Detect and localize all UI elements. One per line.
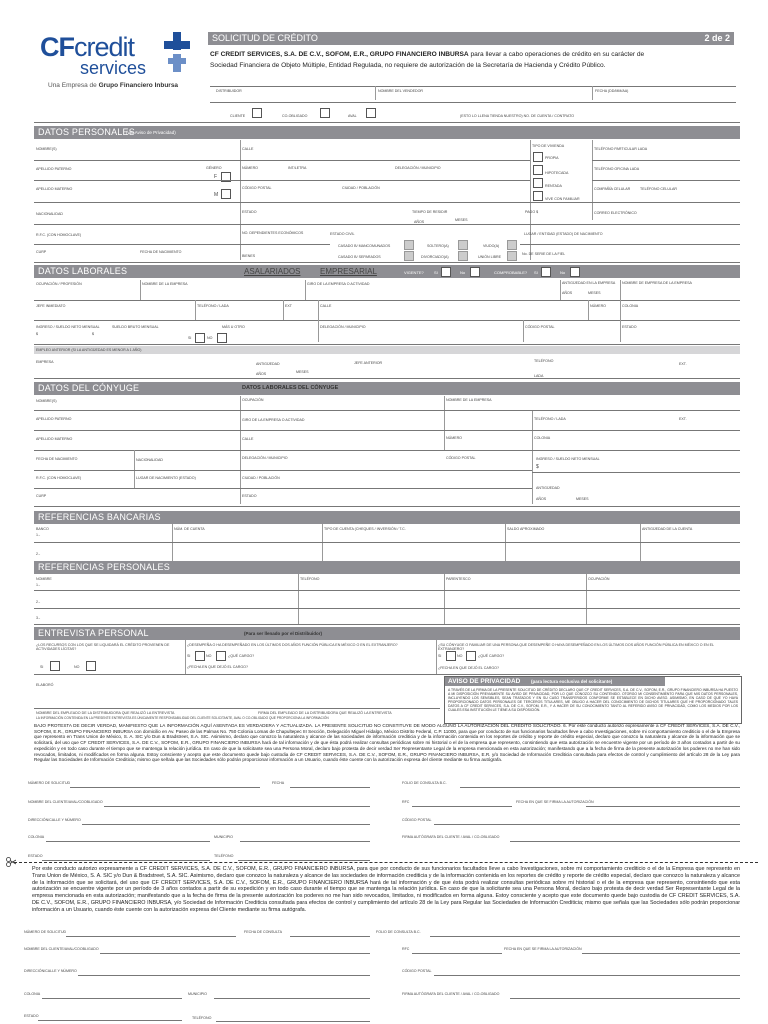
viudo-checkbox[interactable] bbox=[507, 240, 517, 250]
q2-si-checkbox[interactable] bbox=[195, 651, 205, 661]
curp-label: CURP bbox=[36, 250, 47, 254]
cy-colonia-label: COLONIA bbox=[534, 436, 551, 440]
familiar-label: VIVE CON FAMILIAR bbox=[545, 197, 580, 201]
logo-credit: credit bbox=[74, 32, 135, 62]
materno-label: APELLIDO MATERNO bbox=[36, 187, 73, 191]
empresarial-tab[interactable]: EMPRESARIAL bbox=[320, 267, 377, 276]
fecha-nac-label: FECHA DE NACIMIENTO bbox=[140, 250, 182, 254]
vigente-si-label: SI bbox=[434, 270, 438, 275]
cy-ingreso-label: INGRESO / SUELDO NETO MENSUAL bbox=[536, 457, 600, 461]
cy-delegacion-label: DELEGACIÓN / MUNICIPIO bbox=[242, 456, 288, 460]
jefe-label: JEFE INMEDIATO bbox=[36, 304, 66, 308]
datos-personales-note: (ver Aviso de Privacidad) bbox=[126, 130, 176, 135]
cy-nacionalidad-label: NACIONALIDAD bbox=[136, 458, 163, 462]
tipo-vivienda-label: TIPO DE VIVIENDA bbox=[532, 144, 565, 148]
q2-fecha: ¿FECHA EN QUE DEJÓ EL CARGO? bbox=[187, 665, 248, 669]
s1-direccion: DIRECCIÓN/CALLE Y NÚMERO bbox=[28, 818, 81, 822]
viudo-label: VIUDO(A) bbox=[483, 244, 500, 248]
rfc-label: R.F.C. (CON HOMOCLAVE) bbox=[36, 233, 82, 237]
q3-si: SI bbox=[438, 654, 442, 658]
aviso-header bbox=[445, 677, 665, 686]
aviso-title: AVISO DE PRIVACIDAD bbox=[448, 678, 521, 685]
correo-label: CORREO ELECTRÓNICO bbox=[594, 211, 637, 215]
mas-no-checkbox[interactable] bbox=[217, 333, 227, 343]
page-number: 2 de 2 bbox=[704, 33, 730, 43]
s1-fecha-firma: FECHA EN QUE SE FIRMA LA AUTORIZACIÓN bbox=[516, 800, 594, 804]
divorciado-label: DIVORCIADO(A) bbox=[421, 255, 449, 259]
cy-nombres-label: NOMBRE(S) bbox=[36, 399, 57, 403]
q1-si: SI bbox=[40, 665, 44, 669]
aviso-text: A TRAVÉS DE LA FIRMA DE LA PRESENTE SOLICITUD DE CRÉDITO DECLARO QUE CF CREDIT SERVICES, S.A. DE C.V., SOFOM, E.R., GRUPO FINANCIERO INBURSA HA PUESTO A MI DISPOSICIÓN PREVIAMENTE SU AVISO DE PRIVACIDAD, POR LO QUE CONOZCO SU CONTENIDO. OTORGO MI CONSENTIMIENTO PARA QUE MIS DATOS PERSONALES, INCLUYENDO LOS SENSIBLES, SEAN TRATADOS Y EN SU CASO TRANSFERIDOS CONFORME SE ESTABLECE EN DICHO AVISO. ASIMISMO, EN CASO DE QUE YO HAYA PROPORCIONADO DATOS PERSONALES DE TERCEROS TITULARES, ME OBLIGO A HACER DEL CONOCIMIENTO DE DICHOS TITULARES QUE HE PROPORCIONADO TALES DATOS A CF CREDIT SERVICES, S.A. DE C.V., SOFOM, E.R., Y A HACER DE SU CONOCIMIENTO TANTO AL REFERIDO AVISO DE PRIVACIDAD, COMO LOS MEDIOS POR LOS CUALES ESA INSTITUCIÓN LE TIENE A SU DISPOSICIÓN. bbox=[448, 688, 738, 713]
q1-si-checkbox[interactable] bbox=[50, 661, 60, 671]
comprobable-no-label: No bbox=[560, 270, 566, 275]
cy-meses-label: MESES bbox=[576, 497, 589, 501]
intro-text2: Sociedad Financiera de Objeto Múltiple, Entidad Regulada, no requiere de autorización de la Secretaría de Hacienda y Crédito Público. bbox=[210, 61, 606, 69]
vigente-no-box[interactable] bbox=[470, 267, 480, 277]
casado-separados-checkbox[interactable] bbox=[404, 251, 414, 261]
ref-bancarias-header bbox=[34, 511, 740, 524]
s2-estado: ESTADO bbox=[24, 1014, 39, 1018]
datos-laborales-title: DATOS LABORALES bbox=[38, 266, 128, 276]
tel2-label: TELÉFONO bbox=[534, 359, 554, 363]
s1-telefono: TELÉFONO bbox=[214, 854, 234, 858]
estado-label: ESTADO bbox=[242, 210, 257, 214]
casado-mancomunados-label: CASADO B/ MANCOMUNADOS bbox=[338, 244, 391, 248]
q3-no-checkbox[interactable] bbox=[466, 651, 476, 661]
intro-text1: para llevar a cabo operaciones de crédito en su carácter de bbox=[468, 51, 645, 58]
s1-nombre: NOMBRE DEL CLIENTE/AVAL/COOBLIGADO bbox=[28, 800, 103, 804]
scissors-icon bbox=[6, 857, 16, 867]
datos-personales-title: DATOS PERSONALES bbox=[38, 127, 135, 137]
cy-lugar-nac-label: LUGAR DE NACIMIENTO (ESTADO) bbox=[136, 476, 196, 480]
s2-firma: FIRMA AUTÓGRAFA DEL CLIENTE / AVAL / CO-OBLIGADO bbox=[402, 992, 500, 996]
aviso-note: (para lectura exclusiva del solicitante) bbox=[531, 679, 613, 684]
jefe2-label: JEFE ANTERIOR bbox=[354, 361, 383, 365]
peso-2: $ bbox=[92, 332, 94, 336]
nombres-label: NOMBRE(S) bbox=[36, 147, 57, 151]
conyuge-header bbox=[34, 382, 740, 395]
conyuge-laborales-title: DATOS LABORALES DEL CÓNYUGE bbox=[242, 385, 339, 391]
vigente-no-label: No bbox=[460, 270, 466, 275]
firma-empleado2-label: FIRMA DEL EMPLEADO DE LA DISTRIBUIDORA QUE REALIZÓ LA ENTREVISTA bbox=[258, 711, 392, 715]
conyuge-title: DATOS DEL CÓNYUGE bbox=[38, 383, 140, 393]
hipotecada-label: HIPOTECADA bbox=[545, 171, 569, 175]
s1-municipio: MUNICIPIO bbox=[214, 835, 233, 839]
estado-civil-label: ESTADO CIVIL bbox=[330, 232, 355, 236]
coobligado-checkbox[interactable] bbox=[320, 108, 330, 118]
empleo-anterior-bar bbox=[34, 346, 740, 354]
cy-rfc-label: R.F.C. (CON HOMOCLAVE) bbox=[36, 476, 82, 480]
tipo-cuenta-label: TIPO DE CUENTA (CHEQUES / INVERSIÓN / T.C. bbox=[324, 527, 406, 531]
logo-tagline: Una Empresa de bbox=[48, 82, 99, 89]
banco-row-1: 1.- bbox=[36, 533, 41, 537]
genero-f: F bbox=[214, 174, 218, 180]
vigente-si-box[interactable] bbox=[441, 267, 451, 277]
s2-direccion: DIRECCIÓN/CALLE Y NÚMERO bbox=[24, 969, 77, 973]
union-libre-label: UNIÓN LIBRE bbox=[478, 255, 501, 259]
antig-anos: AÑOS bbox=[562, 291, 573, 295]
lab-delegacion-label: DELEGACIÓN / MUNICIPIO bbox=[320, 325, 366, 329]
logo-tagline-brand: Grupo Financiero Inbursa bbox=[98, 82, 179, 89]
antig2-label: ANTIGÜEDAD bbox=[256, 362, 280, 366]
s2-telefono: TELÉFONO bbox=[192, 1016, 212, 1020]
q2-si: SI bbox=[187, 654, 191, 658]
cut-line bbox=[14, 862, 758, 863]
paterno-label: APELLIDO PATERNO bbox=[36, 167, 72, 171]
cy-materno-label: APELLIDO MATERNO bbox=[36, 437, 73, 441]
dependientes-label: NO. DEPENDIENTES ECONÓMICOS bbox=[242, 231, 304, 235]
num-cuenta-label: NÚM. DE CUENTA bbox=[174, 527, 205, 531]
cy-peso: $ bbox=[536, 464, 539, 470]
s1-colonia: COLONIA bbox=[28, 835, 45, 839]
numero-label: NÚMERO bbox=[242, 166, 258, 170]
tel-particular-label: TELÉFONO PARTICULAR LADA bbox=[594, 147, 648, 151]
mas-si-checkbox[interactable] bbox=[195, 333, 205, 343]
s2-num-solicitud: NÚMERO DE SOLICITUD bbox=[24, 930, 67, 934]
comprobable-label: COMPROBABLE? bbox=[494, 270, 528, 275]
datos-laborales-header bbox=[34, 265, 740, 278]
ext2-label: EXT. bbox=[679, 362, 687, 366]
coobligado-label: CO-OBLIGADO bbox=[282, 114, 308, 118]
ref-row-3: 3.- bbox=[36, 616, 41, 620]
antig2-meses: MESES bbox=[296, 370, 309, 374]
firma-empleado-label: NOMBRE DEL EMPLEADO DE LA DISTRIBUIDORA QUE REALIZÓ LA ENTREVISTA bbox=[36, 711, 175, 715]
divorciado-checkbox[interactable] bbox=[458, 251, 468, 261]
nacionalidad-label: NACIONALIDAD bbox=[36, 212, 63, 216]
cy-fecha-nac-label: FECHA DE NACIMIENTO bbox=[36, 457, 78, 461]
s2-fecha: FECHA DE CONSULTA bbox=[244, 930, 283, 934]
s2-cp: CÓDIGO POSTAL bbox=[402, 969, 432, 973]
intro-company: CF CREDIT SERVICES, S.A. DE C.V., SOFOM, E.R., GRUPO FINANCIERO INBURSA bbox=[210, 51, 469, 58]
antig-cuenta-label: ANTIGÜEDAD DE LA CUENTA bbox=[642, 527, 693, 531]
q3-si-checkbox[interactable] bbox=[446, 651, 456, 661]
q2-cargo: ¿QUÉ CARGO? bbox=[228, 654, 255, 658]
ext-label: EXT bbox=[285, 304, 292, 308]
empleo-anterior-label: EMPLEO ANTERIOR (SI LA ANTIGÜEDAD ES MENOR A 1 AÑO) bbox=[36, 348, 142, 352]
q1-no: NO bbox=[74, 665, 80, 669]
q1-label: ¿LOS RECURSOS CON LOS QUE SE LIQUIDARÁ EL CRÉDITO PROVIENEN DE ACTIVIDADES LÍCITAS? bbox=[36, 643, 170, 652]
peso-1: $ bbox=[36, 332, 38, 336]
q3-label: ¿SU CÓNYUGE O FAMILIAR DE UNA PERSONA QUE DESEMPEÑE O HAYA DESEMPEÑADO EN LOS ÚLTIMOS DOS AÑOS FUNCIÓN PÚBLICA EN MÉXICO O EN EL EXTRANJERO? bbox=[438, 643, 714, 652]
comprobable-no-box[interactable] bbox=[570, 267, 580, 277]
tel-lada-label: TELÉFONO / LADA bbox=[197, 304, 229, 308]
casado-separados-label: CASADO B/ SEPARADOS bbox=[338, 255, 381, 259]
cliente-label: CLIENTE bbox=[230, 114, 246, 118]
cy-tel-label: TELÉFONO / LADA bbox=[534, 417, 566, 421]
dom-empresa-label: NOMBRE DE EMPRESA DE LA EMPRESA bbox=[622, 281, 692, 285]
cy-ocupacion-label: OCUPACIÓN bbox=[242, 398, 264, 402]
ingreso-neto-label: INGRESO / SUELDO NETO MENSUAL bbox=[36, 325, 100, 329]
vigente-label: VIGENTE? bbox=[404, 270, 424, 275]
comprobable-si-label: SI bbox=[534, 270, 538, 275]
genero-m: M bbox=[214, 192, 219, 198]
ref-bancarias-title: REFERENCIAS BANCARIAS bbox=[38, 512, 161, 522]
ref-row-1: 1.- bbox=[36, 583, 41, 587]
cy-antig-label: ANTIGÜEDAD bbox=[536, 486, 560, 490]
cp-label: CÓDIGO POSTAL bbox=[242, 186, 272, 190]
ref-ocupacion-label: OCUPACIÓN bbox=[588, 577, 610, 581]
pago-label: PAGO $ bbox=[525, 210, 539, 214]
q2-no: NO bbox=[206, 654, 212, 658]
delegacion-label: DELEGACIÓN / MUNICIPIO bbox=[395, 166, 441, 170]
lab-cp-label: CÓDIGO POSTAL bbox=[525, 325, 555, 329]
antiguedad-label: ANTIGÜEDAD EN LA EMPRESA bbox=[562, 281, 616, 285]
cy-ciudad-label: CIUDAD / POBLACIÓN bbox=[242, 476, 280, 480]
int-label: INT/LETRA bbox=[288, 166, 307, 170]
ref-row-2: 2.- bbox=[36, 600, 41, 604]
cy-numero-label: NÚMERO bbox=[446, 436, 462, 440]
s1-rfc: RFC bbox=[402, 800, 410, 804]
genero-m-checkbox[interactable] bbox=[221, 189, 231, 199]
title-bar bbox=[208, 32, 734, 45]
form-title: SOLICITUD DE CRÉDITO bbox=[212, 33, 318, 43]
casado-mancomunados-checkbox[interactable] bbox=[404, 240, 414, 250]
q3-no: NO bbox=[457, 654, 463, 658]
s2-rfc: RFC bbox=[402, 947, 410, 951]
mas-no: NO bbox=[207, 336, 213, 340]
cliente-checkbox[interactable] bbox=[252, 108, 262, 118]
union-libre-checkbox[interactable] bbox=[507, 251, 517, 261]
datos-personales-header bbox=[34, 126, 740, 139]
cy-cp-label: CÓDIGO POSTAL bbox=[446, 456, 476, 460]
antig-meses: MESES bbox=[588, 291, 601, 295]
cy-estado-label: ESTADO bbox=[242, 494, 257, 498]
mas-si: SI bbox=[188, 336, 192, 340]
calle-label: CALLE bbox=[242, 147, 254, 151]
rentada-checkbox[interactable] bbox=[533, 178, 543, 188]
vendedor-label: NOMBRE DEL VENDEDOR bbox=[378, 89, 423, 93]
banco-label: BANCO bbox=[36, 527, 49, 531]
q1-no-checkbox[interactable] bbox=[86, 661, 96, 671]
familiar-checkbox[interactable] bbox=[533, 191, 543, 201]
ciudad-label: CIUDAD / POBLACIÓN bbox=[342, 186, 380, 190]
propia-label: PROPIA bbox=[545, 156, 559, 160]
bajo-protesta-text: BAJO PROTESTA DE DECIR VERDAD, MANIFIESTO QUE LA INFORMACIÓN AQUÍ ASENTADA ES VERDADERA Y ACTUALIZADA. LA PRESENTE SOLICITUD NO CONSTITUYE DE MODO ALGUNO LA AUTORIZACIÓN DEL CRÉDITO SOLICITADO. 6. Por este conducto autorizo expresamente a CF CREDIT SERVICES, S.A. DE C.V., SOFOM, E.R., GRUPO FINANCIERO INBURSA con domicilio en Av. Paseo de las Palmas No. 750 Colonia Lomas de Chapultepec III Sección, Delegación Miguel Hidalgo, México Distrito Federal, C.P. 11000, para que por conducto de sus funcionarios facultados lleve a cabo Investigaciones, sobre mi comportamiento crediticio o el de la Empresa que represento en Trans Union de México, S. A. SIC y/o Dun & Bradstreet, S.A. SIC. Asimismo, declaro que conozco la naturaleza y alcance de las sociedades de información crediticia y de la información contenida en los reportes de crédito y reporte de crédito especial, declaro que conozco la naturaleza y alcance de la información que se solicitará, del uso que CF CREDIT SERVICES, S.A. DE C.V., SOFOM, E.R., GRUPO FINANCIERO INBURSA hará de tal información y de que ésta podrá realizar consultas periódicas sobre mi historial o el de la empresa que represento, consintiendo que esta autorización se encuentre vigente por un período de 3 años contados a partir de su expedición y en todo caso durante el tiempo que se mantenga la relación jurídica. En caso de que la solicitante sea una Persona Moral, declaro bajo protesta de decir verdad Ser Representante Legal de la empresa mencionada en esta autorización; manifestando que a la fecha de firma de la presente autorización los poderes no me han sido revocados, limitados, ni modificados en forma alguna. Estoy consciente y acepto que este documento quede bajo custodia de CF CREDIT SERVICES, S.A. DE C.V., SOFOM, E.R., GRUPO FINANCIERO INBURSA, E.R. y/o Sociedad de Información Crediticia consultada para efectos de control y cumplimiento del artículo 28 de la Ley para Regular las Sociedades de Información Crediticia; mismo que señala que las Sociedades sólo podrán proporcionar información a un Usuario, cuando éste cuente con la autorización expresa del cliente mediante su firma autógrafa. bbox=[34, 723, 740, 763]
tiempo-anos: AÑOS bbox=[414, 220, 425, 224]
lada2-label: LADA bbox=[534, 374, 544, 378]
ref-nombre-label: NOMBRE bbox=[36, 577, 52, 581]
q3-fecha: ¿FECHA EN QUE DEJÓ EL CARGO? bbox=[438, 666, 499, 670]
bienes-label: BIENES bbox=[242, 254, 256, 258]
lab-estado-label: ESTADO bbox=[622, 325, 637, 329]
lab-calle-label: CALLE bbox=[320, 304, 332, 308]
fiel-label: No. DE SERIE DE LA FIEL bbox=[522, 252, 566, 256]
s1-cp: CÓDIGO POSTAL bbox=[402, 818, 432, 822]
cy-calle-label: CALLE bbox=[242, 437, 254, 441]
s2-colonia: COLONIA bbox=[24, 992, 41, 996]
ref-telefono-label: TELÉFONO bbox=[300, 577, 320, 581]
s1-folio: FOLIO DE CONSULTA B.C. bbox=[402, 781, 447, 785]
hipotecada-checkbox[interactable] bbox=[533, 165, 543, 175]
sueldo-bruto-label: SUELDO BRUTO MENSUAL bbox=[112, 325, 159, 329]
tiempo-meses: MESES bbox=[455, 218, 468, 222]
s1-firma: FIRMA AUTÓGRAFA DEL CLIENTE / AVAL / CO-OBLIGADO bbox=[402, 835, 500, 839]
antig2-anos: AÑOS bbox=[256, 372, 267, 376]
empresa-label: NOMBRE DE LA EMPRESA bbox=[142, 282, 188, 286]
lab-colonia-label: COLONIA bbox=[622, 304, 639, 308]
ref-personales-header bbox=[34, 561, 740, 574]
elaboro-label: ELABORÓ bbox=[36, 683, 54, 687]
s2-municipio: MUNICIPIO bbox=[188, 992, 207, 996]
distribuidor-label: DISTRIBUIDOR bbox=[216, 89, 242, 93]
aviso-privacidad-box bbox=[444, 676, 742, 724]
ref-personales-title: REFERENCIAS PERSONALES bbox=[38, 562, 170, 572]
comprobable-si-box[interactable] bbox=[541, 267, 551, 277]
q3-cargo: ¿QUÉ CARGO? bbox=[478, 654, 505, 658]
giro-label: GIRO DE LA EMPRESA O ACTIVIDAD bbox=[307, 282, 370, 286]
s2-folio: FOLIO DE CONSULTA B.C. bbox=[376, 930, 421, 934]
rentada-label: RENTADA bbox=[545, 184, 562, 188]
cy-ext-label: EXT. bbox=[679, 417, 687, 421]
s2-fecha-firma: FECHA EN QUE SE FIRMA LA AUTORIZACIÓN bbox=[504, 947, 582, 951]
s1-num-solicitud: NÚMERO DE SOLICITUD bbox=[28, 781, 71, 785]
tel-oficina-label: TELÉFONO OFICINA LADA bbox=[594, 167, 640, 171]
autoriza-text: Por este conducto autorizo expresamente a CF CREDIT SERVICES, S.A. DE C.V., SOFOM, E.R., GRUPO FINANCIERO INBURSA, para que por conducto de sus funcionarios facultados lleve a cabo Investigaciones, sobre mi comportamiento crediticio o el de la Empresa que represento en Trans Union de México, S. A. SIC y/o Dun & Bradstreet, S.A. SIC. Asimismo, declaro que conozco la naturaleza y alcance de las sociedades de información crediticia y de la información contenida en los reportes de crédito y reporte de crédito especial, declaro que conozco la naturaleza y alcance de la información que se solicitará, del uso que CF CREDIT SERVICES, S.A. DE C.V., SOFOM, E.R., GRUPO FINANCIERO INBURSA hará de tal información y de que ésta podrá realizar consultas periódicas sobre mi historial o el de la empresa que represento, consintiendo que esta autorización se encuentre vigente por un período de 3 años contados a partir de su expedición y en todo caso durante el tiempo que se mantenga la relación jurídica. En caso de que la solicitante sea una Persona Moral, declaro bajo protesta de decir verdad Ser Representante Legal de la empresa mencionada en esta autorización; manifestando que a la fecha de firma de la presente autorización los poderes no me han sido revocados, limitados, ni modificados en forma alguna. Estoy consciente y acepto que este documento quede bajo custodia de CF CREDIT SERVICES, S.A. DE C.V., SOFOM, E.R., GRUPO FINANCIERO INBURSA, y/o Sociedad de Información Crediticia consultada para efectos de control y cumplimiento del artículo 28 de la Ley para Regular las Sociedades de Información Crediticia; mismo que señala que las Sociedades sólo podrán proporcionar información a un Usuario, cuando éste cuente con la autorización expresa del Cliente mediante su firma autógrafa. bbox=[32, 866, 740, 913]
asalariados-tab[interactable]: ASALARIADOS bbox=[244, 267, 301, 276]
q2-label: ¿DESEMPEÑA O HA DESEMPEÑADO EN LOS ÚLTIMOS DOS AÑOS FUNCIÓN PÚBLICA EN MÉXICO O EN EL EXTRANJERO? bbox=[187, 643, 398, 647]
banco-row-2: 2.- bbox=[36, 552, 41, 556]
soltero-checkbox[interactable] bbox=[458, 240, 468, 250]
lugar-nac-label: LUGAR / ENTIDAD (ESTADO) DE NACIMIENTO bbox=[524, 232, 603, 236]
empresa2-label: EMPRESA bbox=[36, 360, 54, 364]
aval-label: AVAL bbox=[348, 114, 357, 118]
cy-curp-label: CURP bbox=[36, 494, 47, 498]
logo-services: services bbox=[80, 58, 147, 78]
logo bbox=[40, 30, 190, 92]
cy-paterno-label: APELLIDO PATERNO bbox=[36, 417, 72, 421]
logo-cf: CF bbox=[40, 32, 74, 62]
ref-parentesco-label: PARENTESCO bbox=[446, 577, 471, 581]
s2-nombre: NOMBRE DEL CLIENTE/AVAL/COOBLIGADO bbox=[24, 947, 99, 951]
mas-otro-label: MÁS U OTRO bbox=[222, 325, 245, 329]
cy-empresa-label: NOMBRE DE LA EMPRESA bbox=[446, 398, 492, 402]
soltero-label: SOLTERO(A) bbox=[427, 244, 449, 248]
cy-anos-label: AÑOS bbox=[536, 497, 547, 501]
cuenta-label: (ESTO LO LLENA TIENDA NUESTRO) NO. DE CUENTA / CONTRATO bbox=[460, 114, 575, 118]
ocupacion-label: OCUPACIÓN / PROFESIÓN bbox=[36, 282, 82, 286]
entrevista-note: (Para ser llenado por el Distribuidor) bbox=[244, 631, 323, 636]
aval-checkbox[interactable] bbox=[366, 108, 376, 118]
saldo-label: SALDO APROXIMADO bbox=[507, 527, 545, 531]
cia-celular-label: COMPAÑÍA CELULAR bbox=[594, 187, 631, 191]
s1-estado: ESTADO bbox=[28, 854, 43, 858]
fecha-label: FECHA (DD/MM/AA) bbox=[595, 89, 629, 93]
cy-giro-label: GIRO DE LA EMPRESA O ACTIVIDAD bbox=[242, 418, 305, 422]
leyenda-label: LA INFORMACIÓN CONTENIDA EN LA PRESENTE ENTREVISTA ES ÚNICAMENTE RESPONSABILIDAD DEL CLIENTE SOLICITANTE, AVAL O CO-OBLIGADO QUE PROPORCIONA LA INFORMACIÓN bbox=[36, 716, 329, 720]
logo-star-icon bbox=[164, 32, 190, 74]
genero-label: GÉNERO bbox=[206, 166, 222, 170]
tel-celular-label: TELÉFONO CELULAR bbox=[640, 187, 677, 191]
propia-checkbox[interactable] bbox=[533, 152, 543, 162]
entrevista-title: ENTREVISTA PERSONAL bbox=[38, 628, 149, 638]
q2-no-checkbox[interactable] bbox=[216, 651, 226, 661]
lab-numero-label: NÚMERO bbox=[590, 304, 606, 308]
entrevista-header bbox=[34, 627, 740, 640]
s1-fecha: FECHA bbox=[272, 781, 285, 785]
tiempo-label: TIEMPO DE RESIDIR bbox=[412, 210, 448, 214]
